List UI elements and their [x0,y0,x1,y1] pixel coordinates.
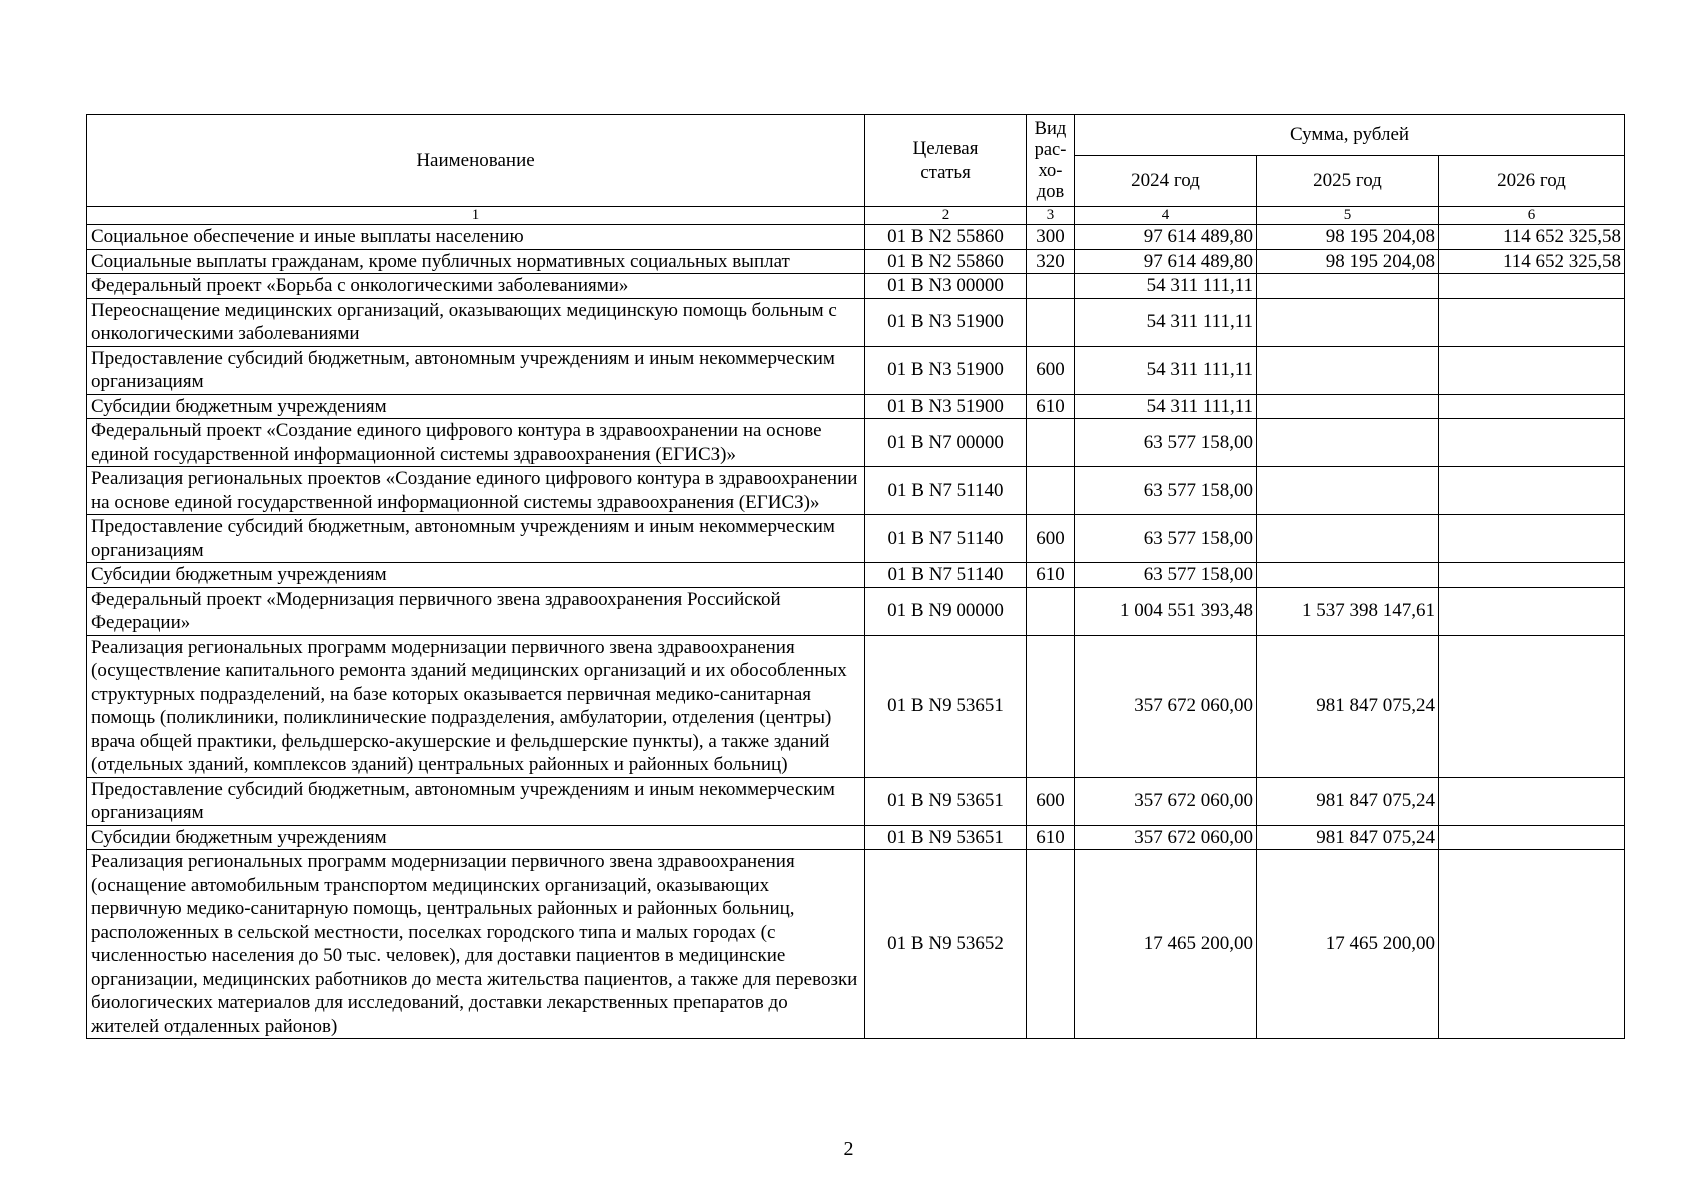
header-year-2026: 2026 год [1439,156,1625,207]
row-name-cell: Субсидии бюджетным учреждениям [87,394,865,419]
row-expense-type-cell: 600 [1027,346,1075,394]
row-amount-2025-cell [1257,515,1439,563]
page-number: 2 [843,1138,854,1160]
row-amount-2025-cell: 981 847 075,24 [1257,635,1439,777]
row-amount-2024-cell: 357 672 060,00 [1075,825,1257,850]
table-row [87,298,1625,346]
row-target-article-cell: 01 В N2 55860 [865,225,1027,250]
header-expense-type [1027,115,1075,207]
header-year-2025: 2025 год [1257,156,1439,207]
row-amount-2024-cell: 54 311 111,11 [1075,274,1257,299]
row-target-article-cell: 01 В N9 53651 [865,635,1027,777]
row-amount-2026-cell: 114 652 325,58 [1439,249,1625,274]
row-amount-2025-cell: 98 195 204,08 [1257,249,1439,274]
table-row [87,515,1625,563]
budget-table-sheet [86,114,1624,1039]
table-body [87,225,1625,1039]
row-amount-2025-cell [1257,467,1439,515]
row-amount-2026-cell [1439,825,1625,850]
header-expense-type-l3: хо- [1038,160,1063,181]
header-expense-type-l4: дов [1036,181,1065,202]
col-number: 2 [865,207,1027,225]
row-amount-2025-cell [1257,346,1439,394]
row-amount-2024-cell: 54 311 111,11 [1075,298,1257,346]
row-expense-type-cell [1027,850,1075,1039]
table-row [87,563,1625,588]
table-row [87,346,1625,394]
row-expense-type-cell [1027,419,1075,467]
header-sum: Сумма, рублей [1075,115,1625,156]
row-amount-2024-cell: 357 672 060,00 [1075,635,1257,777]
row-target-article-cell: 01 В N2 55860 [865,249,1027,274]
row-target-article-cell: 01 В N7 00000 [865,419,1027,467]
row-target-article-cell: 01 В N7 51140 [865,467,1027,515]
header-row-top [87,115,1625,156]
row-name-cell: Социальные выплаты гражданам, кроме публичных нормативных социальных выплат [87,249,865,274]
row-amount-2024-cell: 63 577 158,00 [1075,419,1257,467]
row-amount-2025-cell: 17 465 200,00 [1257,850,1439,1039]
row-expense-type-cell [1027,298,1075,346]
row-expense-type-cell: 320 [1027,249,1075,274]
row-amount-2026-cell [1439,635,1625,777]
budget-table [86,114,1625,1039]
row-target-article-cell: 01 В N3 51900 [865,298,1027,346]
row-amount-2024-cell: 54 311 111,11 [1075,394,1257,419]
row-name-cell: Субсидии бюджетным учреждениям [87,825,865,850]
row-name-cell: Реализация региональных программ модернизации первичного звена здравоохранения (оснащение автомобильным транспортом медицинских организаций, оказывающих первичную медико-санитарную помощь, центральных районных и районных больниц, расположенных в сельской местности, поселках городского типа и малых городах (с численностью населения до 50 тыс. человек), для доставки пациентов в медицинские организации, медицинских работников до места жительства пациентов, а также для перевозки биологических материалов для исследований, доставки лекарственных препаратов до жителей отдаленных районов) [87,850,865,1039]
row-target-article-cell: 01 В N3 00000 [865,274,1027,299]
row-amount-2026-cell [1439,467,1625,515]
row-amount-2026-cell [1439,346,1625,394]
table-row [87,850,1625,1039]
row-amount-2024-cell: 17 465 200,00 [1075,850,1257,1039]
header-expense-type-l2: рас- [1034,139,1067,160]
table-row [87,225,1625,250]
row-target-article-cell: 01 В N9 53651 [865,825,1027,850]
row-name-cell: Федеральный проект «Борьба с онкологическими заболеваниями» [87,274,865,299]
row-amount-2024-cell: 63 577 158,00 [1075,515,1257,563]
row-name-cell: Предоставление субсидий бюджетным, автономным учреждениям и иным некоммерческим организациям [87,777,865,825]
col-number: 6 [1439,207,1625,225]
table-row [87,249,1625,274]
row-target-article-cell: 01 В N3 51900 [865,346,1027,394]
col-number: 3 [1027,207,1075,225]
row-expense-type-cell [1027,587,1075,635]
row-expense-type-cell: 300 [1027,225,1075,250]
table-row [87,274,1625,299]
row-expense-type-cell: 610 [1027,825,1075,850]
row-name-cell: Субсидии бюджетным учреждениям [87,563,865,588]
row-amount-2026-cell [1439,850,1625,1039]
row-expense-type-cell [1027,274,1075,299]
row-amount-2025-cell: 1 537 398 147,61 [1257,587,1439,635]
row-name-cell: Предоставление субсидий бюджетным, автономным учреждениям и иным некоммерческим организациям [87,515,865,563]
row-target-article-cell: 01 В N9 53651 [865,777,1027,825]
row-amount-2025-cell [1257,298,1439,346]
row-target-article-cell: 01 В N9 53652 [865,850,1027,1039]
row-amount-2026-cell: 114 652 325,58 [1439,225,1625,250]
row-name-cell: Реализация региональных программ модернизации первичного звена здравоохранения (осуществление капитального ремонта зданий медицинских организаций и их обособленных структурных подразделений, на базе которых оказывается первичная медико-санитарная помощь (поликлиники, поликлинические подразделения, амбулатории, отделения (центры) врача общей практики, фельдшерско-акушерские и фельдшерские пункты), а также зданий (отдельных зданий, комплексов зданий) центральных районных и районных больниц) [87,635,865,777]
row-target-article-cell: 01 В N7 51140 [865,515,1027,563]
row-amount-2026-cell [1439,587,1625,635]
header-expense-type-l1: Вид [1034,118,1067,139]
row-amount-2025-cell: 98 195 204,08 [1257,225,1439,250]
row-amount-2026-cell [1439,515,1625,563]
row-expense-type-cell [1027,635,1075,777]
row-amount-2026-cell [1439,298,1625,346]
row-amount-2025-cell [1257,274,1439,299]
row-target-article-cell: 01 В N7 51140 [865,563,1027,588]
row-expense-type-cell: 600 [1027,515,1075,563]
row-amount-2025-cell [1257,394,1439,419]
row-name-cell: Реализация региональных проектов «Создание единого цифрового контура в здравоохранении на основе единой государственной информационной системы здравоохранения (ЕГИСЗ)» [87,467,865,515]
row-name-cell: Социальное обеспечение и иные выплаты населению [87,225,865,250]
row-target-article-cell: 01 В N9 00000 [865,587,1027,635]
row-target-article-cell: 01 В N3 51900 [865,394,1027,419]
row-amount-2024-cell: 97 614 489,80 [1075,225,1257,250]
col-number: 5 [1257,207,1439,225]
row-amount-2025-cell [1257,563,1439,588]
row-name-cell: Федеральный проект «Создание единого цифрового контура в здравоохранении на основе единой государственной информационной системы здравоохранения (ЕГИСЗ)» [87,419,865,467]
row-amount-2026-cell [1439,274,1625,299]
header-target-article [865,115,1027,207]
row-amount-2026-cell [1439,419,1625,467]
header-target-article-line1: Целевая [912,138,979,159]
table-row [87,587,1625,635]
row-amount-2026-cell [1439,777,1625,825]
col-number: 4 [1075,207,1257,225]
header-name: Наименование [87,115,865,207]
row-expense-type-cell: 600 [1027,777,1075,825]
header-row-numbers [87,207,1625,225]
table-row [87,394,1625,419]
table-row [87,419,1625,467]
row-name-cell: Предоставление субсидий бюджетным, автономным учреждениям и иным некоммерческим организациям [87,346,865,394]
table-row [87,467,1625,515]
table-row [87,777,1625,825]
row-name-cell: Федеральный проект «Модернизация первичного звена здравоохранения Российской Федерации» [87,587,865,635]
row-amount-2024-cell: 1 004 551 393,48 [1075,587,1257,635]
row-expense-type-cell: 610 [1027,394,1075,419]
row-amount-2025-cell: 981 847 075,24 [1257,825,1439,850]
row-amount-2024-cell: 63 577 158,00 [1075,467,1257,515]
row-amount-2025-cell: 981 847 075,24 [1257,777,1439,825]
row-amount-2026-cell [1439,563,1625,588]
row-amount-2026-cell [1439,394,1625,419]
row-amount-2024-cell: 357 672 060,00 [1075,777,1257,825]
header-year-2024: 2024 год [1075,156,1257,207]
header-target-article-line2: статья [920,161,971,183]
row-amount-2025-cell [1257,419,1439,467]
table-row [87,635,1625,777]
row-amount-2024-cell: 54 311 111,11 [1075,346,1257,394]
row-expense-type-cell: 610 [1027,563,1075,588]
col-number: 1 [87,207,865,225]
row-expense-type-cell [1027,467,1075,515]
row-amount-2024-cell: 97 614 489,80 [1075,249,1257,274]
row-amount-2024-cell: 63 577 158,00 [1075,563,1257,588]
table-row [87,825,1625,850]
row-name-cell: Переоснащение медицинских организаций, оказывающих медицинскую помощь больным с онкологическими заболеваниями [87,298,865,346]
